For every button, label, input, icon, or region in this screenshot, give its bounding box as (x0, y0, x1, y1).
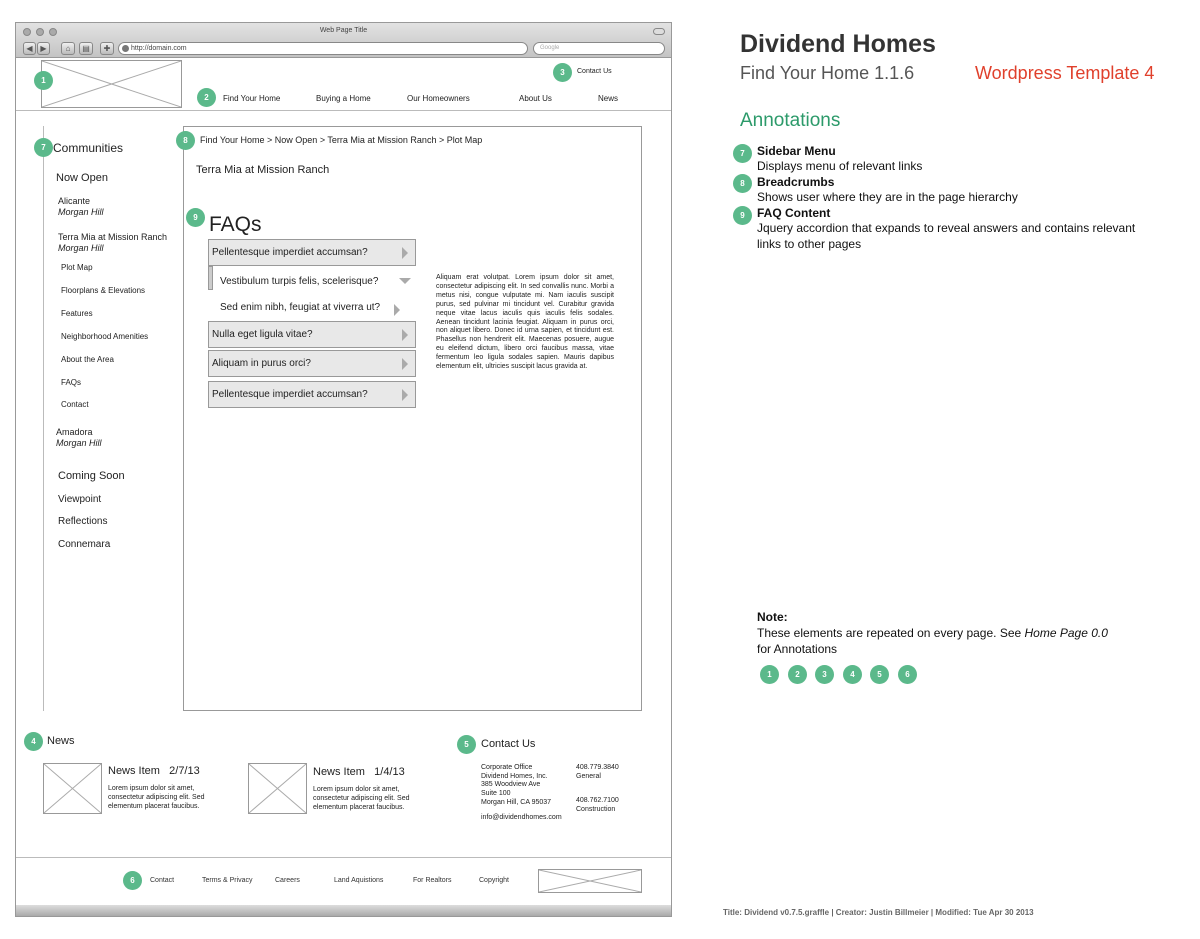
annotation-title: FAQ Content (757, 206, 831, 220)
sidebar-item-amadora[interactable]: Amadora (56, 427, 93, 437)
annotation-title: Sidebar Menu (757, 144, 836, 158)
phone-construction (576, 796, 619, 814)
sidebar-item-amadora-location: Morgan Hill (56, 438, 102, 448)
nav-buying-a-home[interactable]: Buying a Home (316, 94, 371, 103)
note-badge: 2 (788, 665, 807, 684)
news-item-title-text: News Item (108, 765, 160, 777)
annotation-badge-6: 6 (123, 871, 142, 890)
header-divider (16, 110, 671, 111)
faq-question: Aliquam in purus orci? (212, 358, 311, 369)
back-arrow-icon[interactable]: ◀ (23, 42, 36, 55)
annotation-badge-9: 9 (733, 206, 752, 225)
annotation-badge-2: 2 (197, 88, 216, 107)
faq-question: Sed enim nibh, feugiat at viverra ut? (220, 302, 381, 313)
note-reference: Home Page 0.0 (1024, 626, 1108, 640)
footer-link-contact[interactable]: Contact (150, 877, 175, 884)
annotation-description: Shows user where they are in the page hierarchy (757, 190, 1018, 204)
faq-item-2[interactable]: Vestibulum turpis felis, scelerisque? (220, 276, 379, 287)
faq-item-1[interactable] (208, 239, 416, 266)
faq-question: Pellentesque imperdiet accumsan? (212, 389, 368, 400)
template-name: Wordpress Template 4 (975, 63, 1155, 83)
annotation-description: Displays menu of relevant links (757, 159, 923, 173)
annotation-badge-1: 1 (34, 71, 53, 90)
sidebar-item-alicante[interactable]: Alicante (58, 196, 91, 206)
annotation-badge-7: 7 (733, 144, 752, 163)
forward-arrow-icon[interactable]: ▶ (37, 42, 50, 55)
phone-number[interactable]: 408.762.7100 (576, 797, 619, 804)
faq-item-4[interactable] (208, 350, 416, 377)
address-bar[interactable] (118, 42, 528, 55)
nav-news[interactable]: News (598, 94, 619, 103)
footer-link-copyright[interactable]: Copyright (479, 877, 509, 884)
project-title: Dividend Homes (740, 30, 936, 58)
sidebar-subitem-contact[interactable]: Contact (61, 400, 89, 409)
browser-chrome (16, 23, 671, 58)
footer-logo-placeholder[interactable] (538, 869, 642, 893)
sidebar-item-connemara[interactable]: Connemara (58, 539, 111, 550)
sidebar-subitem-floorplans[interactable]: Floorplans & Elevations (61, 286, 146, 295)
globe-icon (122, 45, 129, 52)
contact-us-link[interactable]: Contact Us (577, 68, 612, 75)
phone-general (576, 763, 619, 781)
news-item-text: Lorem ipsum dolor sit amet, consectetur adipiscing elit. Sed elementum placerat faucibus. (313, 786, 410, 811)
contact-heading: Contact Us (481, 738, 536, 750)
browser-status-bar (16, 905, 671, 916)
footer-link-terms[interactable]: Terms & Privacy (202, 877, 253, 884)
note-badge: 1 (760, 665, 779, 684)
document-metadata: Title: Dividend v0.7.5.graffle | Creator: Justin Billmeier | Modified: Tue Apr 30 2013 (723, 908, 1034, 917)
chevron-right-icon (402, 358, 408, 370)
sidebar-item-terra-mia-location: Morgan Hill (58, 243, 104, 253)
address-line: Suite 100 (481, 790, 511, 798)
phone-label: Construction (576, 806, 616, 813)
project-version: Find Your Home 1.1.6 (740, 63, 915, 83)
address-line: 385 Woodview Ave (481, 781, 541, 789)
chevron-down-icon[interactable] (399, 278, 411, 284)
annotation-badge-3: 3 (553, 63, 572, 82)
news-item-date: 2/7/13 (169, 765, 200, 777)
sidebar-item-coming-soon[interactable]: Coming Soon (58, 470, 125, 482)
annotation-badge-7: 7 (34, 138, 53, 157)
contact-email[interactable]: info@dividendhomes.com (481, 814, 562, 821)
nav-our-homeowners[interactable]: Our Homeowners (407, 94, 470, 103)
news-item-date: 1/4/13 (374, 766, 405, 778)
note-badge: 3 (815, 665, 834, 684)
news-heading: News (47, 735, 75, 747)
sidebar-divider (43, 126, 44, 711)
note-badge: 4 (843, 665, 862, 684)
sidebar-subitem-plot-map[interactable]: Plot Map (61, 263, 93, 272)
sidebar-subitem-about-area[interactable]: About the Area (61, 355, 114, 364)
address-line: Dividend Homes, Inc. (481, 772, 548, 780)
footer-link-realtors[interactable]: For Realtors (413, 877, 452, 884)
phone-number[interactable]: 408.779.3840 (576, 764, 619, 771)
toolbar-toggle-button[interactable] (653, 28, 665, 35)
sidebar-subitem-features[interactable]: Features (61, 309, 93, 318)
news-image-placeholder[interactable] (43, 763, 102, 814)
faq-question: Nulla eget ligula vitae? (212, 329, 313, 340)
annotation-title: Breadcrumbs (757, 175, 835, 189)
news-item-title[interactable] (108, 765, 200, 777)
news-image-placeholder[interactable] (248, 763, 307, 814)
contact-address (481, 764, 551, 808)
annotation-badge-8: 8 (176, 131, 195, 150)
breadcrumb[interactable]: Find Your Home > Now Open > Terra Mia at Mission Ranch > Plot Map (200, 135, 483, 145)
search-field[interactable]: Google (533, 42, 665, 55)
add-bookmark-icon[interactable]: ✚ (100, 42, 114, 55)
news-item-title-text: News Item (313, 766, 365, 778)
faq-question: Pellentesque imperdiet accumsan? (212, 247, 368, 258)
note-text-part: for Annotations (757, 641, 838, 656)
address-line: Corporate Office (481, 764, 533, 771)
chevron-right-icon (402, 389, 408, 401)
nav-about-us[interactable]: About Us (519, 94, 552, 103)
note-heading: Note: (757, 610, 788, 624)
faq-heading: FAQs (209, 213, 262, 236)
faq-answer-text: Aliquam erat volutpat. Lorem ipsum dolor sit amet, consectetur adipiscing elit. In sed convallis nunc. Morbi a metus nisi, congue vulputate mi. Nam iaculis suscipit purus, sed pulvinar mi tincidunt vel. Curabitur gravida neque vitae lacus iaculis quis iaculis felis sodales. Aenean tincidunt lacinia feugiat. Aliquam in purus orci, non aliquet libero. Donec id urna sapien, et tincidunt est. Phasellus non hendrerit elit. Maecenas posuere, augue eu eleifend dictum, libero orci faucibus massa, vitae fermentum leo ligula sodales sapien. Mauris dapibus elementum elit, ultricies suscipit lacus gravida at. (436, 274, 614, 371)
sidebar-item-alicante-location: Morgan Hill (58, 207, 104, 217)
note-badge: 6 (898, 665, 917, 684)
window-title: Web Page Title (319, 27, 368, 34)
note-text (757, 626, 1157, 657)
annotation-description: Jquery accordion that expands to reveal answers and contains relevant links to other pages (757, 221, 1136, 251)
sidebar-heading: Communities (53, 141, 124, 155)
sidebar-subitem-faqs[interactable]: FAQs (61, 378, 82, 387)
faq-item-3[interactable] (208, 321, 416, 348)
sidebar-item-viewpoint[interactable]: Viewpoint (58, 494, 102, 505)
home-icon[interactable]: ⌂ (61, 42, 75, 55)
annotation-badge-9: 9 (186, 208, 205, 227)
sidebar-subitem-amenities[interactable]: Neighborhood Amenities (61, 332, 149, 341)
footer-divider (16, 857, 671, 858)
address-line: Morgan Hill, CA 95037 (481, 798, 552, 806)
annotation-badge-4: 4 (24, 732, 43, 751)
phone-label: General (576, 773, 601, 780)
annotations-heading: Annotations (740, 110, 841, 131)
note-badge: 5 (870, 665, 889, 684)
annotation-badge-8: 8 (733, 174, 752, 193)
chevron-right-icon (402, 329, 408, 341)
chevron-right-icon (402, 247, 408, 259)
faq-item-5[interactable] (208, 381, 416, 408)
chevron-right-icon (394, 304, 400, 316)
url-text: http://domain.com (131, 45, 187, 52)
note-text-part: These elements are repeated on every page. See (757, 626, 1025, 640)
faq-subitem[interactable] (220, 302, 380, 313)
annotation-badge-5: 5 (457, 735, 476, 754)
page-title: Terra Mia at Mission Ranch (196, 164, 330, 176)
sidebar-item-terra-mia[interactable]: Terra Mia at Mission Ranch (58, 232, 168, 242)
faq-open-indicator (208, 266, 213, 290)
news-item-title[interactable] (313, 766, 405, 778)
sidebar-item-reflections[interactable]: Reflections (58, 516, 108, 527)
sidebar-item-now-open[interactable]: Now Open (56, 172, 108, 184)
footer-link-land[interactable]: Land Aquistions (334, 877, 384, 884)
nav-find-your-home[interactable]: Find Your Home (223, 94, 281, 103)
footer-link-careers[interactable]: Careers (275, 877, 300, 884)
news-item-text: Lorem ipsum dolor sit amet, consectetur adipiscing elit. Sed elementum placerat faucibus. (108, 785, 205, 810)
logo-placeholder[interactable] (41, 60, 182, 108)
print-icon[interactable]: ▤ (79, 42, 93, 55)
